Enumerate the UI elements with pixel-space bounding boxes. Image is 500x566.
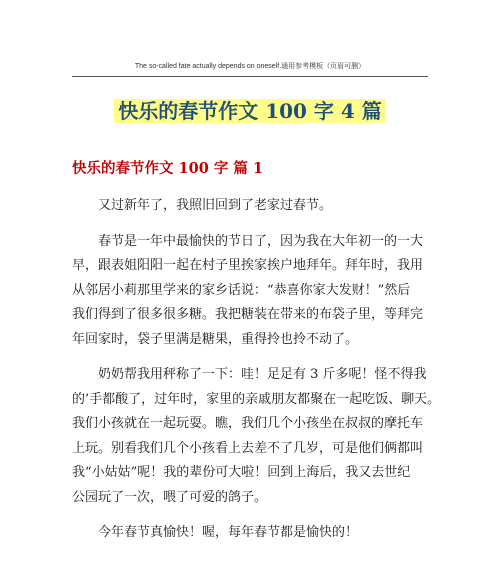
paragraph: [72, 521, 428, 546]
text-line: 春节是一年中最愉快的节日了，因为我在大年初一的一大: [98, 233, 424, 249]
text-line: 上玩。别看我们几个小孩看上去差不了几岁，可是他们俩都叫: [72, 440, 424, 456]
text-line: 的’手都酸了，过年时，家里的亲戚朋友都聚在一起吃饭、聊天。: [72, 391, 441, 407]
document-title: [0, 96, 500, 126]
section-heading: 快乐的春节作文 100 字 篇 1: [72, 160, 264, 177]
paragraph: [72, 230, 428, 353]
text-line: 又过新年了，我照旧回到了老家过春节。: [98, 198, 333, 213]
body-text: [72, 194, 441, 557]
text-line: 今年春节真愉快！喔，每年春节都是愉快的！: [98, 525, 359, 540]
text-line: 我们小孩就在一起玩耍。瞧，我们几个小孩坐在叔叔的摩托车: [72, 416, 424, 431]
text-line: 我们得到了很多很多糖。我把糖装在带来的布袋子里，等拜完: [72, 307, 424, 322]
text-line: 年回家时，袋子里满是糖果，重得拎也拎不动了。: [72, 331, 359, 347]
header-rule: [72, 76, 428, 77]
text-line: 公园玩了一次，喂了可爱的鸽子。: [72, 489, 268, 505]
text-line: 早，跟表姐阳阳一起在村子里挨家挨户地拜年。拜年时，我用: [72, 258, 424, 273]
document-title-text: 快乐的春节作文 100 字 4 篇: [114, 99, 386, 123]
running-header: The so-called fate actually depends on oneself.通用参考模板（页眉可删）: [134, 63, 366, 70]
text-line: 从邻居小莉那里学来的家乡话说：“恭喜你家大发财！”然后: [72, 282, 411, 298]
text-line: 我“小姑姑”呢！我的辈份可大啦！回到上海后，我又去世纪: [72, 465, 411, 480]
paragraph: [72, 363, 441, 510]
paragraph: [72, 194, 428, 219]
text-line: 奶奶帮我用秤称了一下：哇！足足有 3 斤多呢！怪不得我: [98, 367, 427, 382]
